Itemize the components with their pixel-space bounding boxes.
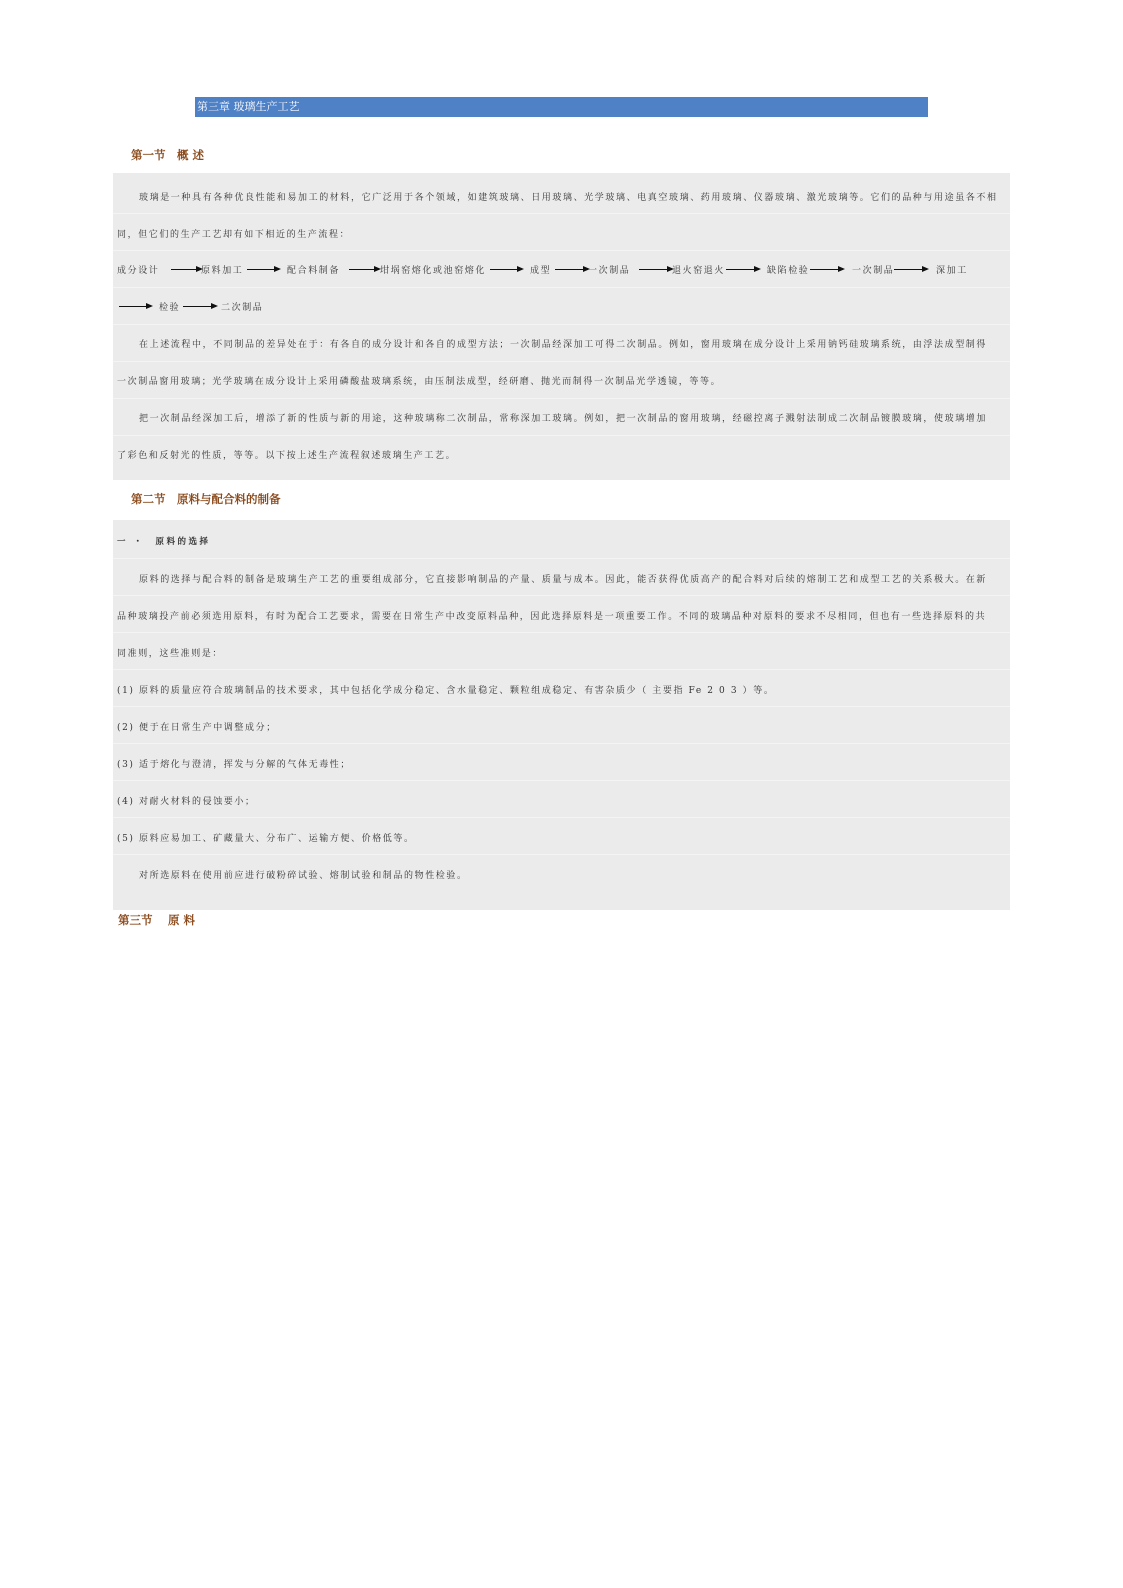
row-divider xyxy=(113,595,1010,596)
section2-title: 第二节 原料与配合料的制备 xyxy=(131,492,281,506)
arrow-right-icon xyxy=(349,269,379,270)
flow-step: 坩埚窑熔化或池窑熔化 xyxy=(380,266,487,276)
row-divider xyxy=(113,780,1010,781)
arrow-right-icon xyxy=(119,306,151,307)
arrow-right-icon xyxy=(171,269,201,270)
section1-title: 第一节 概 述 xyxy=(131,148,205,162)
section2-closing: 对所选原料在使用前应进行破粉碎试验、熔制试验和制品的物性检验。 xyxy=(139,871,468,881)
flow-step: 退火窑退火 xyxy=(672,266,726,276)
row-divider xyxy=(113,669,1010,670)
arrow-right-icon xyxy=(810,269,843,270)
flow-step: 深加工 xyxy=(936,266,968,276)
section3-title: 第三节 原 料 xyxy=(118,913,196,927)
section2-para1-line2: 品种玻璃投产前必须选用原料，有时为配合工艺要求，需要在日常生产中改变原料品种，因此选择原料是一项重要工作。不同的玻璃品种对原料的要求不尽相同，但也有一些选择原料的共 xyxy=(117,612,987,622)
chapter-title-bar: 第三章 玻璃生产工艺 xyxy=(195,97,928,117)
criteria-item: (5) 原料应易加工、矿藏量大、分布广、运输方便、价格低等。 xyxy=(117,834,415,844)
row-divider xyxy=(113,706,1010,707)
section1-para2-line1: 在上述流程中，不同制品的差异处在于：有各自的成分设计和各自的成型方法；一次制品经深加工可得二次制品。例如，窗用玻璃在成分设计上采用钠钙硅玻璃系统，由浮法成型制得 xyxy=(139,340,988,350)
flow-step: 一次制品 xyxy=(588,266,631,276)
row-divider xyxy=(113,817,1010,818)
section2-box xyxy=(113,520,1010,910)
flow-step: 二次制品 xyxy=(221,303,264,313)
row-divider xyxy=(113,435,1010,436)
section2-para1-line1: 原料的选择与配合料的制备是玻璃生产工艺的重要组成部分，它直接影响制品的产量、质量与成本。因此，能否获得优质高产的配合料对后续的熔制工艺和成型工艺的关系极大。在新 xyxy=(139,575,988,585)
criteria-item: (1) 原料的质量应符合玻璃制品的技术要求，其中包括化学成分稳定、含水量稳定、颗粒组成稳定、有害杂质少（ 主要指 Fe 2 0 3 ）等。 xyxy=(117,686,775,696)
criteria-item: (3) 适于熔化与澄清，挥发与分解的气体无毒性； xyxy=(117,760,352,770)
row-divider xyxy=(113,854,1010,855)
row-divider xyxy=(113,632,1010,633)
section1-para2-line2: 一次制品窗用玻璃；光学玻璃在成分设计上采用磷酸盐玻璃系统，由压制法成型，经研磨、抛光而制得一次制品光学透镜，等等。 xyxy=(117,377,722,387)
flow-step: 成型 xyxy=(530,266,552,276)
row-divider xyxy=(113,743,1010,744)
arrow-right-icon xyxy=(894,269,927,270)
flow-step: 成分设计 xyxy=(117,266,160,276)
arrow-right-icon xyxy=(490,269,522,270)
flow-step: 缺陷检验 xyxy=(767,266,810,276)
arrow-right-icon xyxy=(247,269,279,270)
row-divider xyxy=(113,558,1010,559)
row-divider xyxy=(113,213,1010,214)
arrow-right-icon xyxy=(183,306,216,307)
flow-step: 配合料制备 xyxy=(287,266,341,276)
arrow-right-icon xyxy=(555,269,588,270)
row-divider xyxy=(113,250,1010,251)
arrow-right-icon xyxy=(639,269,672,270)
section1-para1-line2: 同，但它们的生产工艺却有如下相近的生产流程： xyxy=(117,230,351,240)
process-flow-row1 xyxy=(117,263,1006,277)
section1-para3-line1: 把一次制品经深加工后，增添了新的性质与新的用途，这种玻璃称二次制品，常称深加工玻璃。例如，把一次制品的窗用玻璃，经磁控离子溅射法制成二次制品镀膜玻璃，使玻璃增加 xyxy=(139,414,988,424)
criteria-item: (2) 便于在日常生产中调整成分； xyxy=(117,723,277,733)
section1-para3-line2: 了彩色和反射光的性质，等等。以下按上述生产流程叙述玻璃生产工艺。 xyxy=(117,451,457,461)
flow-step: 一次制品 xyxy=(852,266,895,276)
criteria-item: (4) 对耐火材料的侵蚀要小； xyxy=(117,797,256,807)
row-divider xyxy=(113,287,1010,288)
section1-box xyxy=(113,173,1010,480)
flow-step: 原料加工 xyxy=(201,266,244,276)
arrow-right-icon xyxy=(726,269,759,270)
subsection-heading: 一 ・ 原料的选择 xyxy=(117,537,211,547)
flow-step: 检验 xyxy=(159,303,181,313)
section2-para1-line3: 同准则，这些准则是： xyxy=(117,649,224,659)
row-divider xyxy=(113,398,1010,399)
row-divider xyxy=(113,324,1010,325)
section1-para1-line1: 玻璃是一种具有各种优良性能和易加工的材料，它广泛用于各个领域，如建筑玻璃、日用玻璃、光学玻璃、电真空玻璃、药用玻璃、仪器玻璃、激光玻璃等。它们的品种与用途虽各不相 xyxy=(139,193,998,203)
process-flow-row2 xyxy=(117,300,1006,314)
row-divider xyxy=(113,361,1010,362)
